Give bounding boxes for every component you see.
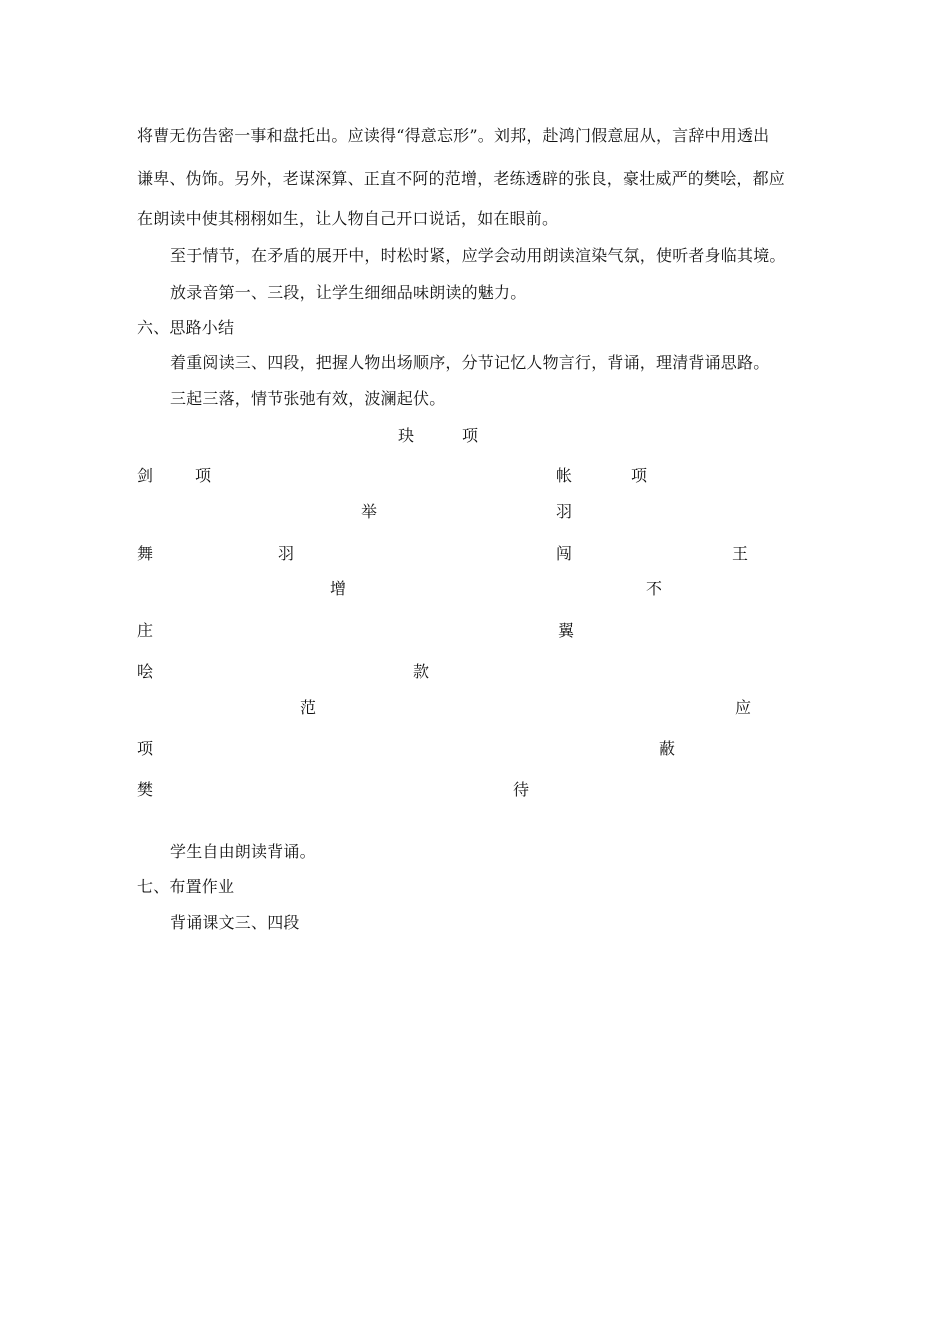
- diagram-char: 不: [646, 579, 663, 598]
- paragraph-line: 放录音第一、三段，让学生细细品味朗读的魅力。: [170, 283, 527, 302]
- diagram-char: 羽: [556, 502, 573, 521]
- diagram-char: 闯: [556, 544, 573, 563]
- diagram-char: 项: [631, 466, 648, 485]
- section-heading: 六、思路小结: [137, 318, 235, 337]
- diagram-char: 翼: [558, 621, 575, 640]
- diagram-char: 举: [361, 502, 378, 521]
- diagram-char: 应: [735, 698, 752, 717]
- diagram-char: 待: [513, 780, 530, 799]
- section-heading: 七、布置作业: [137, 877, 235, 896]
- paragraph-line: 将曹无伤告密一事和盘托出。应读得“得意忘形”。刘邦，赴鸿门假意屈从，言辞中用透出: [137, 126, 770, 145]
- paragraph-line: 三起三落，情节张弛有效，波澜起伏。: [170, 389, 446, 408]
- diagram-char: 庄: [137, 621, 154, 640]
- diagram-char: 项: [137, 739, 154, 758]
- diagram-char: 增: [330, 579, 347, 598]
- diagram-char: 玦: [398, 426, 415, 445]
- diagram-char: 帐: [556, 466, 573, 485]
- diagram-char: 项: [462, 426, 479, 445]
- diagram-char: 蔽: [659, 739, 676, 758]
- diagram-char: 羽: [278, 544, 295, 563]
- diagram-char: 舞: [137, 544, 154, 563]
- diagram-char: 范: [300, 698, 317, 717]
- diagram-char: 樊: [137, 780, 154, 799]
- diagram-char: 剑: [137, 466, 154, 485]
- paragraph-line: 学生自由朗读背诵。: [170, 842, 316, 861]
- paragraph-line: 谦卑、伪饰。另外，老谋深算、正直不阿的范增，老练透辟的张良，豪壮威严的樊哙，都应: [137, 169, 786, 188]
- diagram-char: 项: [195, 466, 212, 485]
- diagram-char: 款: [413, 662, 430, 681]
- paragraph-line: 背诵课文三、四段: [170, 913, 300, 932]
- diagram-char: 王: [732, 544, 749, 563]
- paragraph-line: 在朗读中使其栩栩如生，让人物自己开口说话，如在眼前。: [137, 209, 559, 228]
- paragraph-line: 至于情节，在矛盾的展开中，时松时紧，应学会动用朗读渲染气氛，使听者身临其境。: [170, 246, 786, 265]
- diagram-char: 哙: [137, 662, 154, 681]
- paragraph-line: 着重阅读三、四段，把握人物出场顺序，分节记忆人物言行，背诵，理清背诵思路。: [170, 353, 770, 372]
